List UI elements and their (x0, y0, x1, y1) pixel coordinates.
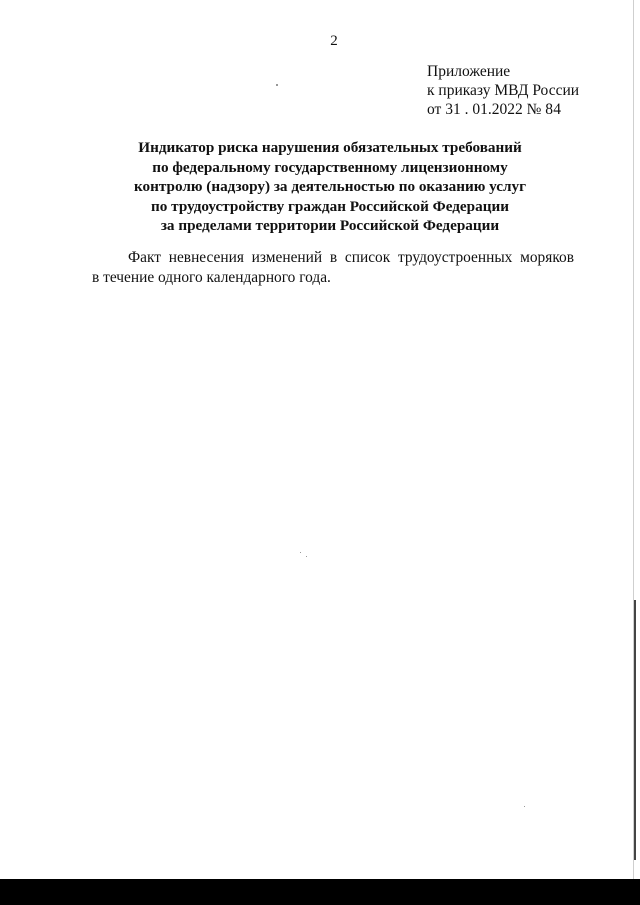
body-line-2: в течение одного календарного года. (92, 269, 331, 286)
title-line-3: контролю (надзору) за деятельностью по оказанию услуг (133, 178, 527, 196)
date-prefix: от (427, 101, 442, 118)
date-separator: . (464, 101, 469, 118)
number-sign: № (526, 101, 542, 118)
page-number: 2 (330, 33, 338, 49)
order-number: 84 (545, 101, 562, 118)
title-line-2: по федеральному государственному лицензионному (152, 158, 508, 176)
appendix-date-line (427, 100, 579, 119)
title-line-5: за пределами территории Российской Федерации (160, 217, 500, 235)
appendix-order-ref: к приказу МВД России (427, 82, 580, 99)
title-line-4: по трудоустройству граждан Российской Федерации (151, 197, 509, 215)
body-line-1: Факт невнесения изменений в список трудоустроенных моряков (128, 249, 574, 266)
scan-speck (306, 556, 307, 557)
date-day: 31 (445, 101, 461, 118)
date-month-year: 01.2022 (472, 101, 523, 118)
scan-right-edge-shadow (634, 600, 636, 860)
document-title (60, 138, 600, 236)
appendix-block (427, 62, 579, 119)
title-line-1: Индикатор риска нарушения обязательных требований (138, 139, 522, 156)
scan-speck (300, 552, 301, 553)
scan-speck (276, 84, 278, 86)
body-paragraph (92, 248, 574, 288)
appendix-heading: Приложение (427, 63, 511, 80)
scan-speck (524, 806, 525, 807)
scan-bottom-bar (0, 879, 640, 905)
